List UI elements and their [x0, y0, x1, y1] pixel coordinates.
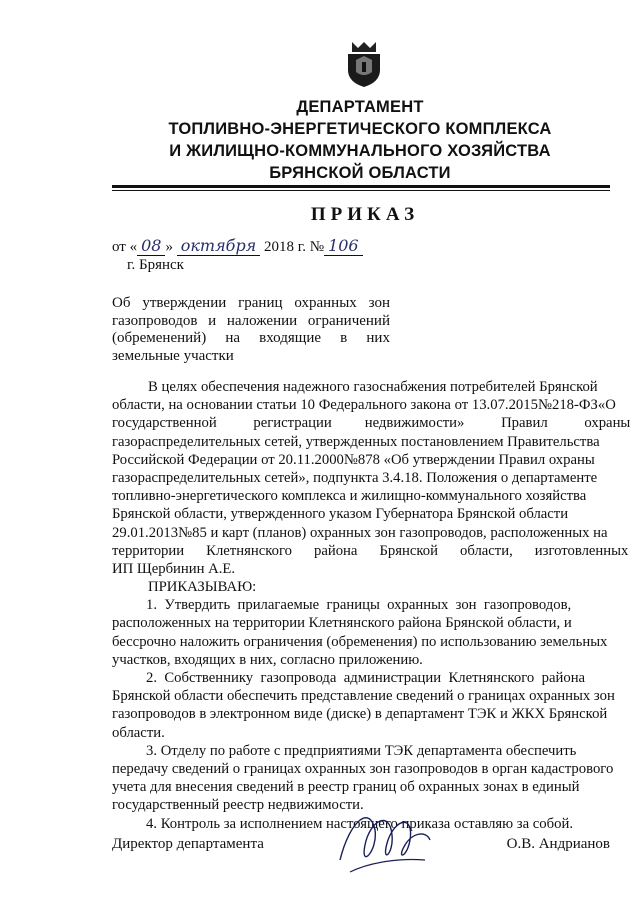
- subject-word: (обременений): [112, 330, 207, 346]
- body-line: 3. Отделу по работе с предприятиями ТЭК департамента обеспечить: [146, 742, 577, 759]
- subject-line: [112, 348, 390, 366]
- body-line: В целях обеспечения надежного газоснабжения потребителей Брянской: [148, 379, 598, 395]
- date-day: 08: [137, 236, 165, 256]
- body-line: 4. Контроль за исполнением настоящего приказа оставляю за собой.: [146, 815, 573, 832]
- subject-word: границ: [238, 295, 283, 311]
- body-line: Брянской области обеспечить представление сведений о границах охранных зон: [112, 688, 615, 705]
- handwritten-signature: [330, 800, 440, 880]
- body-line: территории Клетнянского района Брянской области, изготовленных: [112, 542, 629, 559]
- body-line: 1. Утвердить прилагаемые границы охранных зон газопроводов,: [146, 597, 572, 614]
- subject-word: земельные участки: [112, 347, 234, 364]
- subject-word: газопроводов: [112, 312, 198, 329]
- department-title-line: ТОПЛИВНО-ЭНЕРГЕТИЧЕСКОГО КОМПЛЕКСА: [168, 120, 552, 138]
- subject-word: на: [225, 330, 241, 346]
- signer-name: О.В. Андрианов: [506, 836, 610, 852]
- body-line: газораспределительных сетей, утвержденных постановлением Правительства: [112, 433, 600, 450]
- subject-word: в: [340, 330, 348, 346]
- date-mid: »: [165, 239, 173, 255]
- body-line: 2. Собственнику газопровода администрации Клетнянского района: [146, 670, 586, 686]
- body-line: Российской Федерации от 20.11.2000№878 «Об утверждении Правил охраны: [112, 451, 595, 468]
- body-line: бессрочно наложить ограничения (обременения) по использованию земельных: [112, 633, 608, 650]
- subject-line: [112, 330, 390, 348]
- order-subject: [112, 295, 390, 365]
- date-year: 2018 г. №: [264, 239, 325, 255]
- body-line: расположенных на территории Клетнянского района Брянской области, и: [112, 615, 572, 632]
- header-divider-thin: [112, 190, 610, 191]
- body-line: государственной регистрации недвижимости» Правил охраны: [112, 415, 631, 432]
- subject-word: утверждении: [142, 295, 227, 311]
- body-line: передачу сведений о границах охранных зон газопроводов в орган кадастрового: [112, 760, 614, 777]
- body-line: области.: [112, 724, 165, 741]
- department-title-line: И ЖИЛИЩНО-КОММУНАЛЬНОГО ХОЗЯЙСТВА: [169, 142, 551, 160]
- body-line: учета для внесения сведений в реестр границ об охранных зонах в единый: [112, 779, 580, 796]
- date-prefix: от «: [112, 239, 138, 255]
- body-line: государственный реестр недвижимости.: [112, 797, 364, 814]
- department-title-line: ДЕПАРТАМЕНТ: [296, 98, 424, 116]
- subject-word: наложении: [226, 312, 298, 329]
- city: г. Брянск: [127, 257, 184, 273]
- date-month: октября: [177, 236, 261, 256]
- department-title-line: БРЯНСКОЙ ОБЛАСТИ: [269, 164, 451, 182]
- document-type: ПРИКАЗ: [310, 204, 420, 225]
- body-line: газораспределительных сетей», подпункта 3.4.18. Положения о департаменте: [112, 469, 598, 486]
- subject-word: Об: [112, 295, 131, 311]
- order-number: 106: [324, 236, 363, 256]
- subject-word: охранных: [294, 295, 357, 311]
- header-divider-thick: [112, 185, 610, 188]
- order-body: [112, 378, 631, 833]
- subject-word: них: [366, 330, 390, 346]
- order-date-line: [112, 236, 363, 256]
- body-line: топливно-энергетического комплекса и жилищно-коммунального хозяйства: [112, 488, 587, 505]
- body-line: Брянской области, утвержденного указом Губернатора Брянской области: [112, 506, 569, 523]
- body-line: 29.01.2013№85 и карт (планов) охранных зон газопроводов, расположенных на: [112, 524, 608, 541]
- body-line: газопроводов в электронном виде (диске) в департамент ТЭК и ЖКХ Брянской: [112, 706, 608, 723]
- department-title: [60, 96, 640, 184]
- body-line: участков, входящих в них, согласно приложению.: [112, 651, 423, 668]
- signer-role: Директор департамента: [112, 836, 264, 852]
- subject-line: [112, 313, 390, 331]
- body-line: ИП Щербинин А.Е.: [112, 560, 236, 577]
- coat-of-arms-icon: [344, 40, 384, 88]
- order-word: ПРИКАЗЫВАЮ:: [148, 579, 257, 596]
- subject-word: ограничений: [307, 312, 390, 329]
- body-line: области, на основании статьи 10 Федерального закона от 13.07.2015№218-ФЗ«О: [112, 397, 616, 414]
- subject-line: [112, 295, 390, 313]
- subject-word: зон: [368, 295, 390, 311]
- subject-word: входящие: [259, 330, 322, 346]
- subject-word: и: [208, 312, 217, 329]
